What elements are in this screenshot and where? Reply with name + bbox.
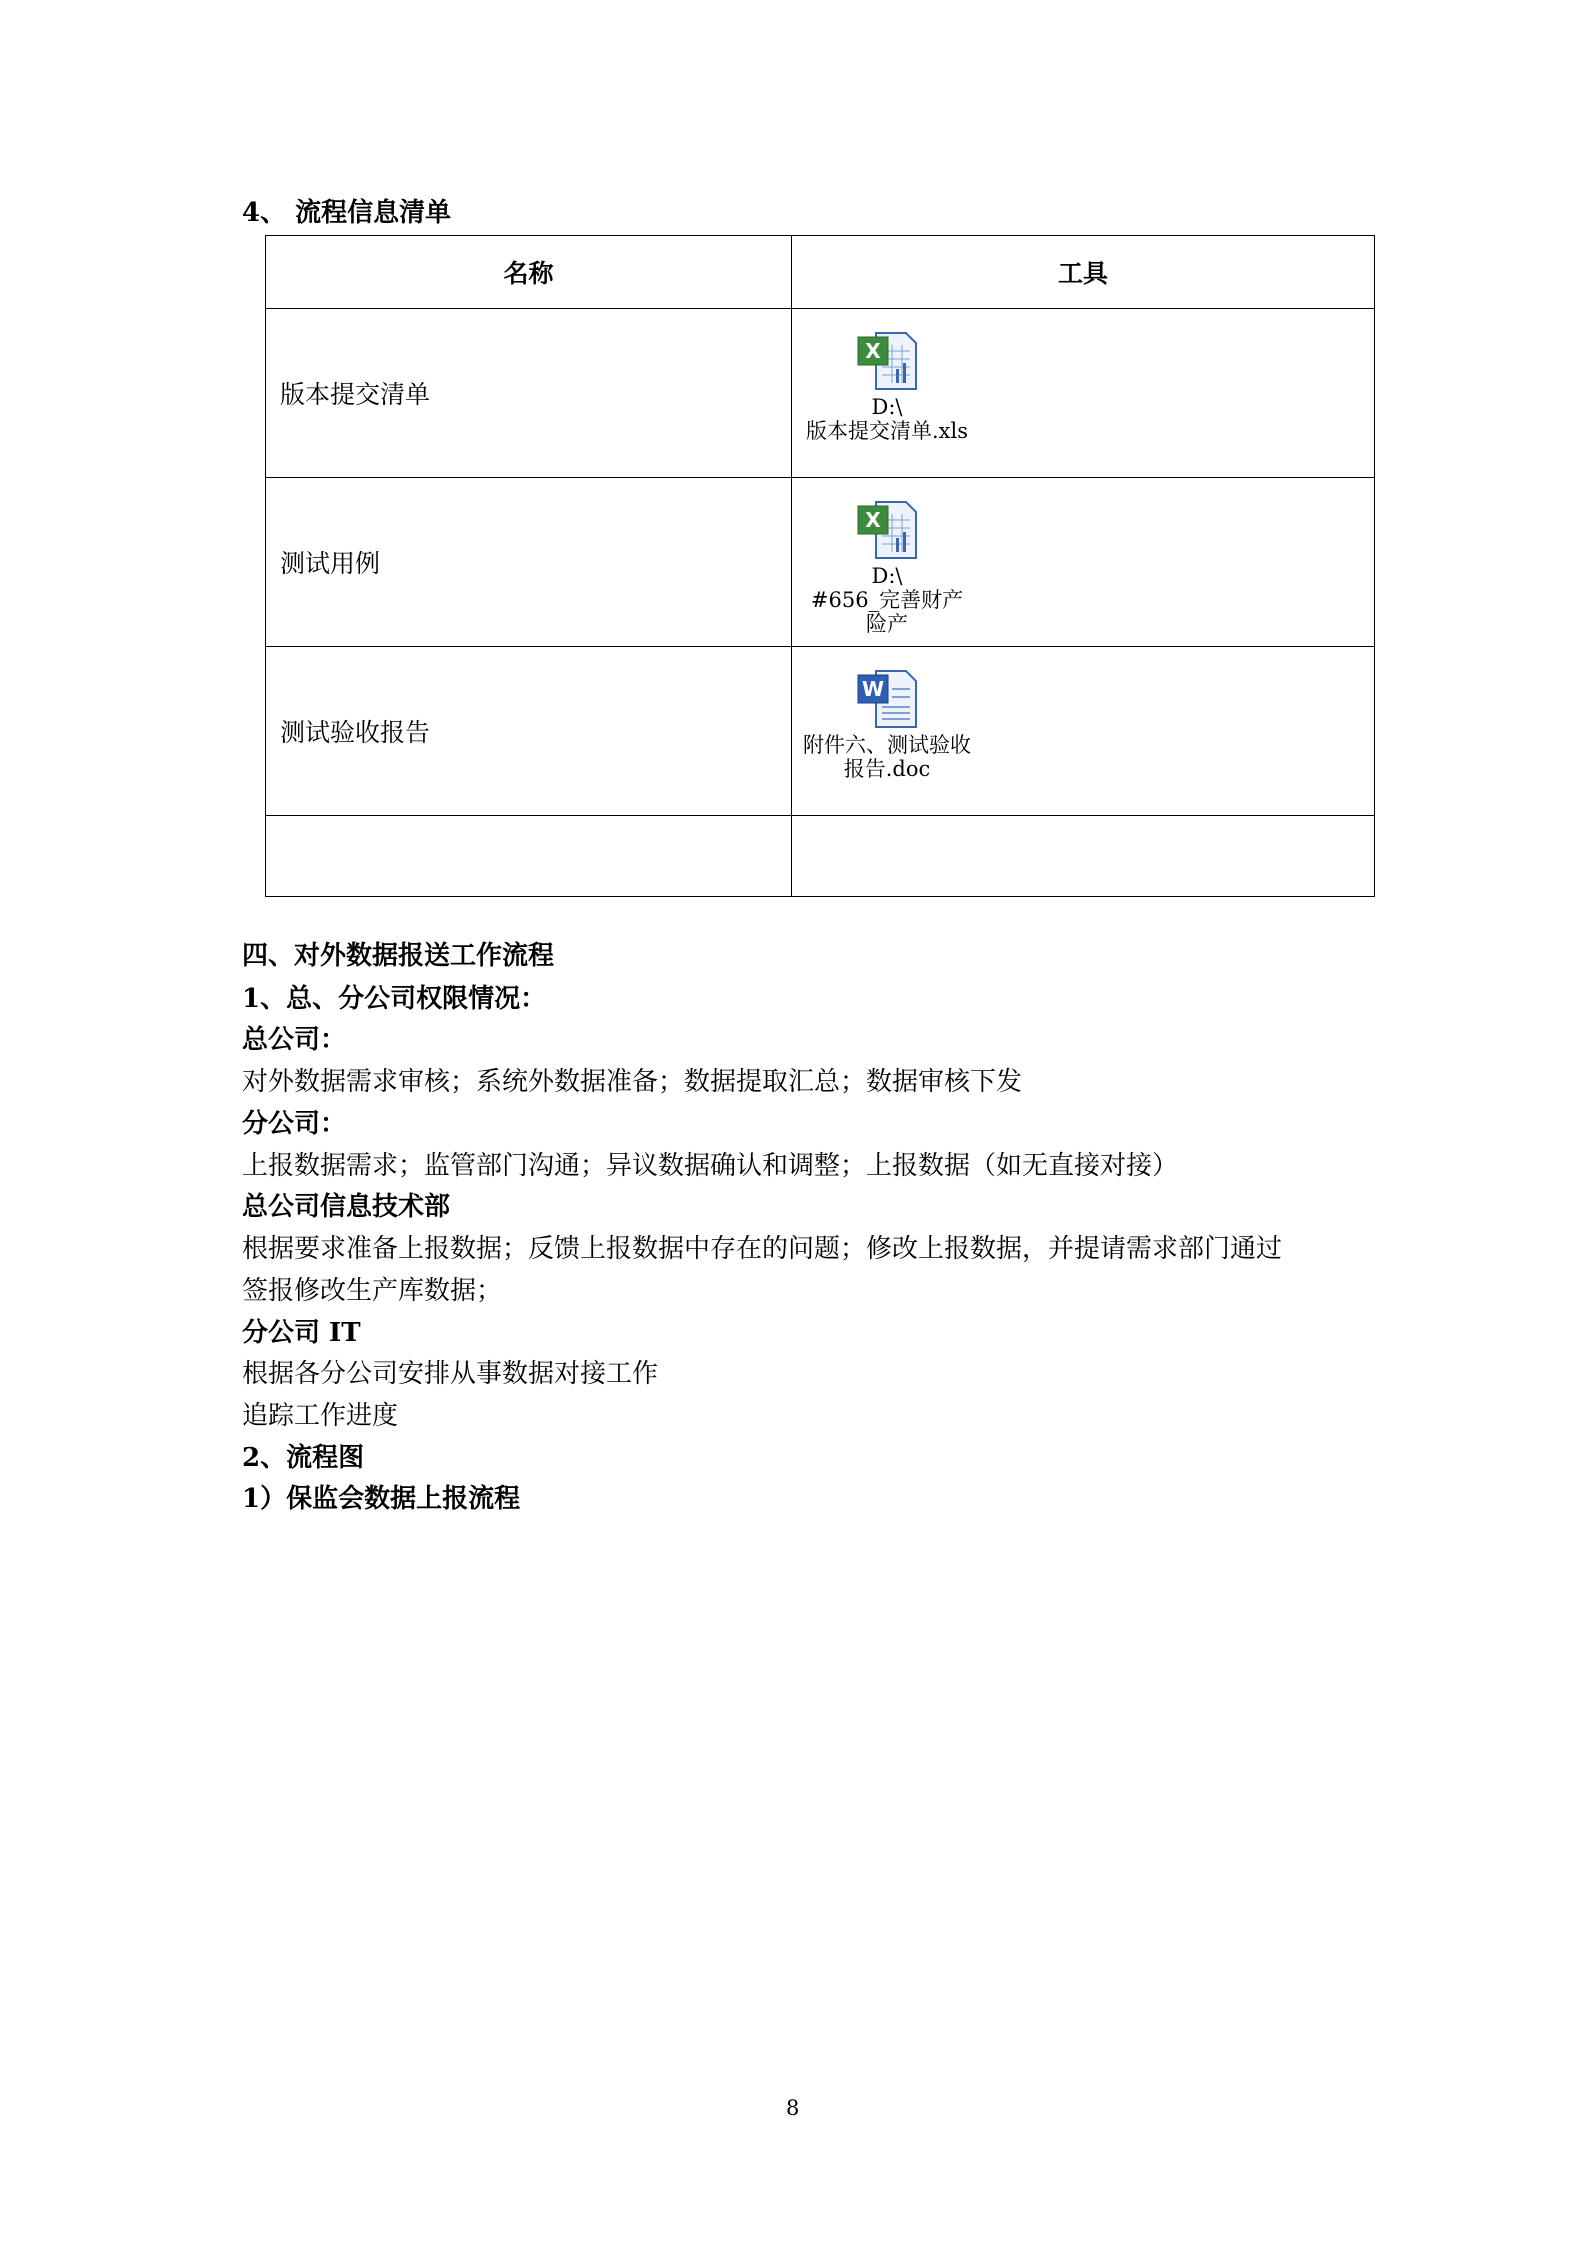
body-text: 上报数据需求；监管部门沟通；异议数据确认和调整；上报数据（如无直接对接） (242, 1151, 1179, 1181)
row-tool (792, 478, 1375, 647)
table-row (266, 478, 1375, 647)
word-file-icon (856, 669, 918, 729)
file-line: D:\ (871, 395, 903, 419)
table-row (266, 647, 1375, 816)
table-row (266, 309, 1375, 478)
file-line: D:\ (871, 564, 903, 588)
row-name: 测试验收报告 (266, 647, 792, 816)
excel-file-icon (856, 331, 918, 391)
table-header-row (266, 236, 1375, 309)
row-tool (792, 647, 1375, 816)
body-text: 根据要求准备上报数据；反馈上报数据中存在的问题；修改上报数据，并提请需求部门通过 (242, 1234, 1283, 1264)
row-name: 测试用例 (266, 478, 792, 647)
process-info-table (265, 235, 1375, 897)
section-heading: 2、流程图 (242, 1443, 365, 1473)
section-heading: 四、对外数据报送工作流程 (242, 941, 555, 971)
section-heading: 总公司信息技术部 (242, 1192, 451, 1222)
file-line: 附件六、测试验收 (803, 733, 971, 757)
file-line: 版本提交清单.xls (805, 419, 968, 443)
svg-text:W: W (861, 677, 885, 701)
body-text: 对外数据需求审核；系统外数据准备；数据提取汇总；数据审核下发 (242, 1067, 1023, 1097)
file-line: 报告.doc (843, 757, 931, 781)
section-heading: 4、 流程信息清单 (242, 198, 452, 228)
section-heading: 1、总、分公司权限情况： (242, 984, 547, 1014)
section-heading: 分公司 IT (242, 1318, 361, 1348)
body-text: 签报修改生产库数据； (242, 1276, 503, 1306)
row-tool (792, 309, 1375, 478)
attachment-xls[interactable] (802, 331, 972, 443)
file-line: #656_完善财产险产 (810, 588, 964, 636)
attachment-doc[interactable] (802, 669, 972, 781)
section-heading: 总公司： (242, 1025, 347, 1055)
page-number: 8 (786, 2096, 800, 2120)
body-text: 根据各分公司安排从事数据对接工作 (242, 1359, 659, 1389)
header-name: 名称 (266, 236, 792, 309)
attachment-xls[interactable] (802, 500, 972, 636)
table-row-empty (266, 816, 1375, 897)
body-text: 追踪工作进度 (242, 1401, 399, 1431)
svg-text:X: X (865, 508, 881, 532)
row-tool (792, 816, 1375, 897)
section-heading: 1）保监会数据上报流程 (242, 1484, 521, 1514)
section-heading: 分公司： (242, 1109, 347, 1139)
row-name (266, 816, 792, 897)
row-name: 版本提交清单 (266, 309, 792, 478)
svg-text:X: X (865, 339, 881, 363)
excel-file-icon (856, 500, 918, 560)
header-tool: 工具 (792, 236, 1375, 309)
